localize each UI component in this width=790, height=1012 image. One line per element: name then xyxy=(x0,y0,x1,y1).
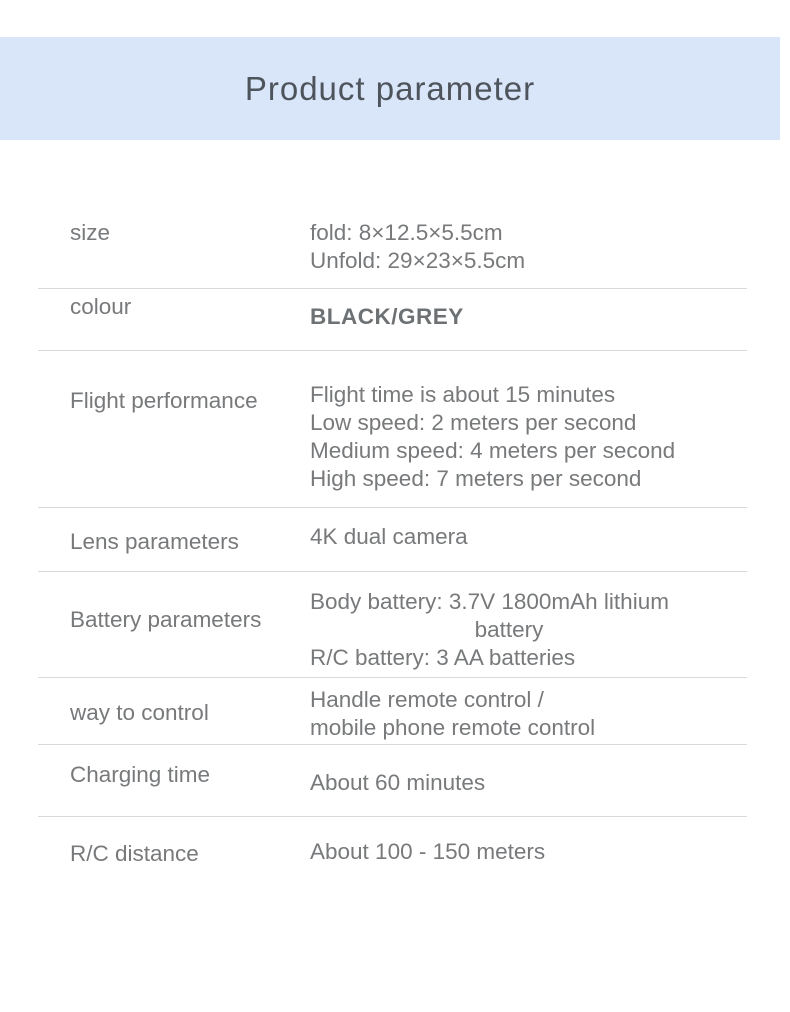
value-line: R/C battery: 3 AA batteries xyxy=(310,645,576,670)
row-value-rc-distance xyxy=(310,817,747,937)
value-line: Handle remote control / xyxy=(310,687,544,712)
row-label-size: size xyxy=(70,220,111,245)
table-row-lens-parameters xyxy=(38,508,747,572)
table-row-charging-time xyxy=(38,745,747,817)
row-label-charging-time: Charging time xyxy=(70,762,211,787)
value-line: BLACK/GREY xyxy=(310,304,464,329)
row-value-colour xyxy=(310,289,747,350)
row-value-size xyxy=(310,140,747,288)
row-value-flight-performance xyxy=(310,351,747,507)
row-label-way-to-control: way to control xyxy=(70,700,209,725)
value-line: High speed: 7 meters per second xyxy=(310,466,642,491)
row-label-flight-performance: Flight performance xyxy=(70,388,258,413)
value-line: About 100 - 150 meters xyxy=(310,839,546,864)
value-line: Flight time is about 15 minutes xyxy=(310,382,616,407)
row-value-charging-time xyxy=(310,745,747,816)
value-line: battery xyxy=(474,617,544,642)
spec-table xyxy=(38,140,747,937)
table-row-way-to-control xyxy=(38,678,747,745)
value-line: Unfold: 29×23×5.5cm xyxy=(310,248,526,273)
value-line: mobile phone remote control xyxy=(310,715,596,740)
value-line: Body battery: 3.7V 1800mAh lithium xyxy=(310,589,669,614)
value-line: Medium speed: 4 meters per second xyxy=(310,438,676,463)
row-label-battery-parameters: Battery parameters xyxy=(70,607,262,632)
row-value-way-to-control xyxy=(310,678,747,744)
value-line: Low speed: 2 meters per second xyxy=(310,410,637,435)
row-value-battery-parameters xyxy=(310,572,747,677)
table-row-colour xyxy=(38,289,747,351)
row-value-lens-parameters xyxy=(310,508,747,571)
table-row-flight-performance xyxy=(38,351,747,508)
row-label-lens-parameters: Lens parameters xyxy=(70,529,239,554)
row-label-rc-distance: R/C distance xyxy=(70,841,199,866)
value-line: 4K dual camera xyxy=(310,524,468,549)
header-band xyxy=(0,37,780,140)
value-line: fold: 8×12.5×5.5cm xyxy=(310,220,503,245)
table-row-battery-parameters xyxy=(38,572,747,678)
table-row-rc-distance xyxy=(38,817,747,937)
table-row-size xyxy=(38,140,747,289)
row-label-colour: colour xyxy=(70,294,132,319)
value-line: About 60 minutes xyxy=(310,770,486,795)
page-title: Product parameter xyxy=(244,69,536,107)
